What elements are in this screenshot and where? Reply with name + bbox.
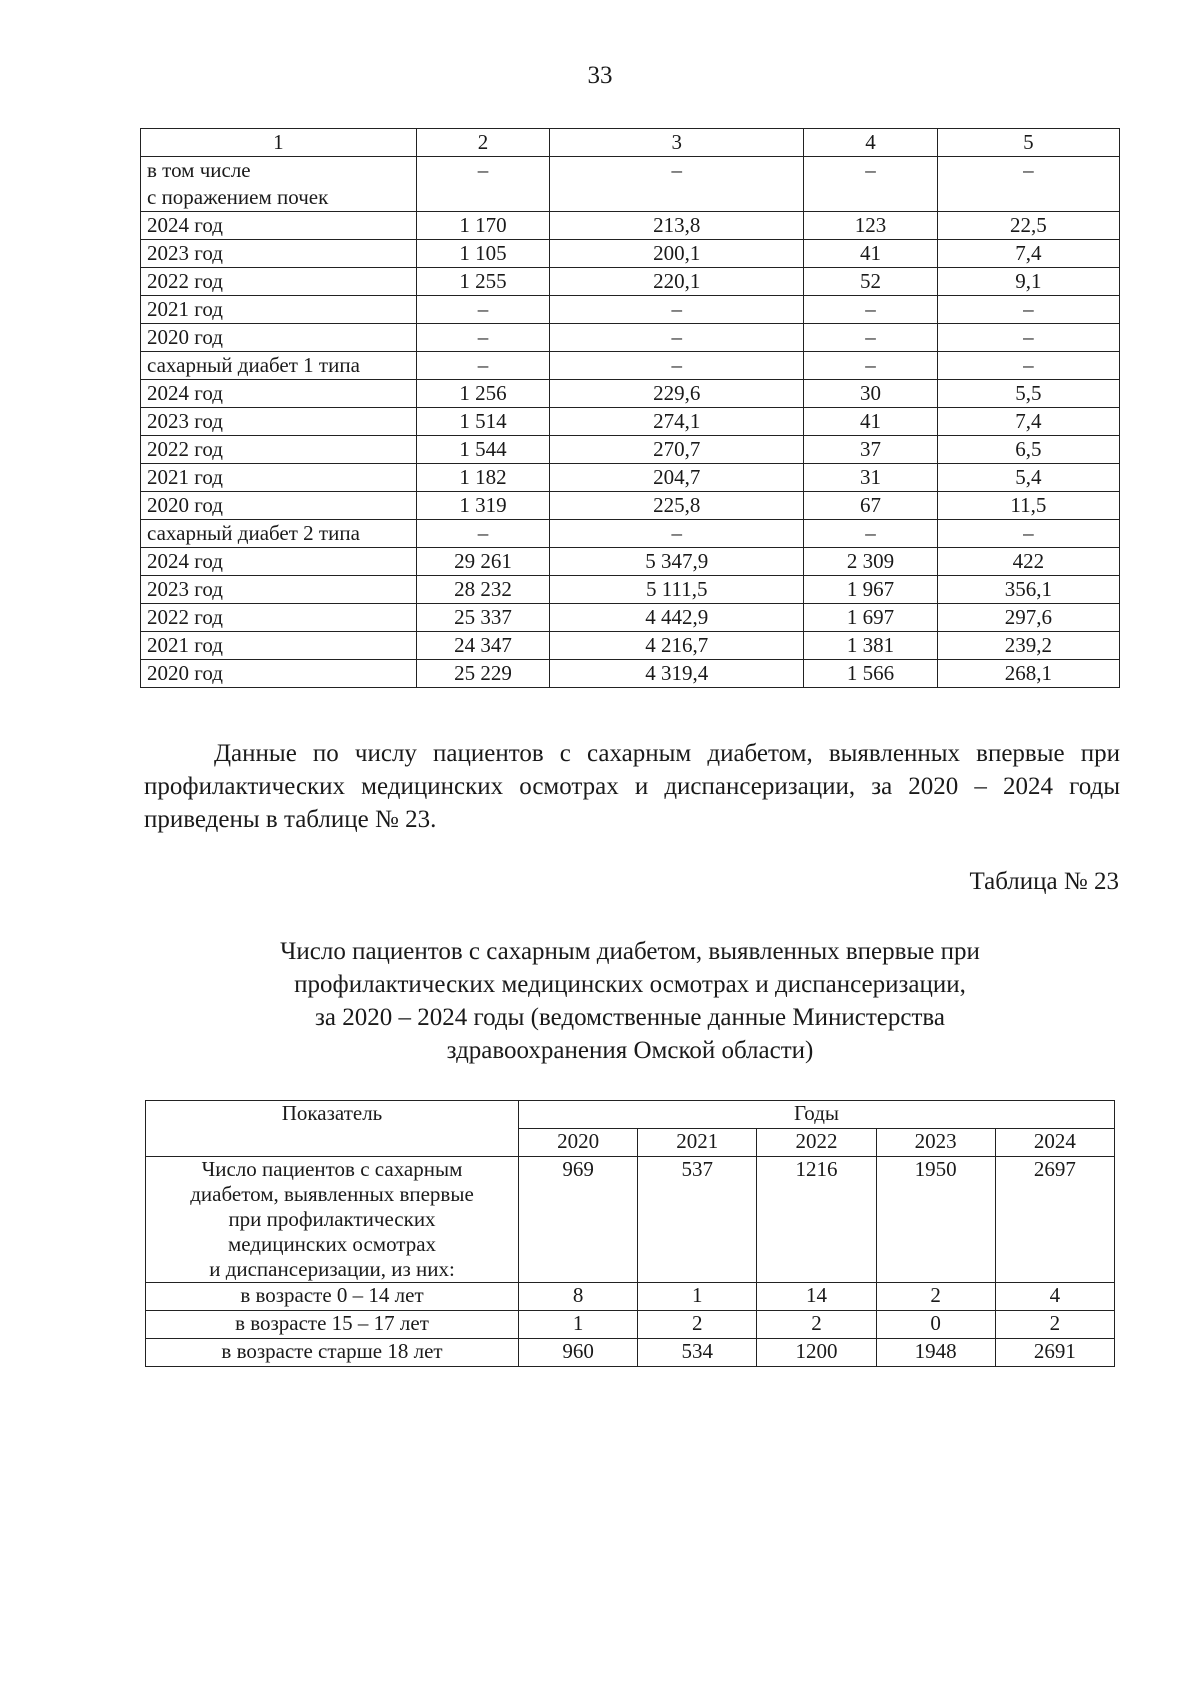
column-header: 1 (141, 129, 417, 157)
value-cell: 1 (519, 1311, 638, 1339)
value-cell: 225,8 (550, 492, 804, 520)
value-cell: 2691 (995, 1339, 1114, 1367)
label-line: в том числе (147, 158, 251, 182)
value-cell: 2 309 (804, 548, 938, 576)
row-label (141, 464, 417, 492)
value-cell: – (550, 324, 804, 352)
value-cell: 537 (638, 1157, 757, 1283)
value-cell: 200,1 (550, 240, 804, 268)
table-row (141, 408, 1120, 436)
row-label (141, 548, 417, 576)
value-cell: – (550, 520, 804, 548)
value-cell: – (804, 324, 938, 352)
value-cell: 2 (757, 1311, 876, 1339)
value-cell: 37 (804, 436, 938, 464)
label-line: 2024 год (147, 381, 223, 405)
label-line: 2024 год (147, 213, 223, 237)
label-line: и диспансеризации, из них: (209, 1257, 455, 1281)
value-cell: 1950 (876, 1157, 995, 1283)
value-cell: 28 232 (416, 576, 550, 604)
label-line: медицинских осмотрах (227, 1232, 437, 1256)
label-line: с поражением почек (147, 185, 329, 209)
value-cell: 1 544 (416, 436, 550, 464)
row-label (141, 436, 417, 464)
row-label (141, 492, 417, 520)
table-row (141, 324, 1120, 352)
value-cell: 67 (804, 492, 938, 520)
table-row (146, 1339, 1115, 1367)
value-cell: 2 (876, 1283, 995, 1311)
row-label (141, 632, 417, 660)
table-header-row (141, 129, 1120, 157)
table-row (141, 604, 1120, 632)
value-cell: 1948 (876, 1339, 995, 1367)
value-cell: 229,6 (550, 380, 804, 408)
table-continuation (140, 128, 1120, 688)
row-label (141, 268, 417, 296)
value-cell: 5 347,9 (550, 548, 804, 576)
value-cell: 24 347 (416, 632, 550, 660)
row-label (141, 352, 417, 380)
indicator-label (146, 1157, 519, 1283)
year-cell: 2021 (638, 1129, 757, 1157)
column-header: 3 (550, 129, 804, 157)
indicator-header: Показатель (146, 1101, 519, 1157)
value-cell: 969 (519, 1157, 638, 1283)
value-cell: – (804, 157, 938, 212)
row-label (141, 408, 417, 436)
value-cell: – (937, 324, 1119, 352)
label-line: сахарный диабет 1 типа (147, 353, 360, 377)
value-cell: 8 (519, 1283, 638, 1311)
row-label (141, 157, 417, 212)
table-23 (145, 1100, 1115, 1367)
value-cell: – (416, 520, 550, 548)
value-cell: – (937, 296, 1119, 324)
table-title-line: Число пациентов с сахарным диабетом, выявленных впервые при (280, 938, 980, 965)
value-cell: – (804, 352, 938, 380)
table-row (141, 492, 1120, 520)
table-row (141, 436, 1120, 464)
value-cell: – (416, 324, 550, 352)
value-cell: 0 (876, 1311, 995, 1339)
column-header: 4 (804, 129, 938, 157)
row-label (141, 240, 417, 268)
value-cell: – (550, 352, 804, 380)
value-cell: 11,5 (937, 492, 1119, 520)
year-cell: 2022 (757, 1129, 876, 1157)
value-cell: 1 514 (416, 408, 550, 436)
label-line: 2023 год (147, 409, 223, 433)
row-label (141, 324, 417, 352)
label-line: 2021 год (147, 297, 223, 321)
year-cell: 2024 (995, 1129, 1114, 1157)
table-header-row (146, 1101, 1115, 1129)
value-cell: – (937, 352, 1119, 380)
year-cell: 2020 (519, 1129, 638, 1157)
label-line: 2022 год (147, 437, 223, 461)
value-cell: – (416, 296, 550, 324)
value-cell: 1 170 (416, 212, 550, 240)
value-cell: 1 381 (804, 632, 938, 660)
value-cell: 4 442,9 (550, 604, 804, 632)
label-line: 2024 год (147, 549, 223, 573)
column-header: 2 (416, 129, 550, 157)
table-row (141, 157, 1120, 212)
value-cell: 2697 (995, 1157, 1114, 1283)
value-cell: 1 182 (416, 464, 550, 492)
label-line: 2022 год (147, 605, 223, 629)
value-cell: 1216 (757, 1157, 876, 1283)
value-cell: 422 (937, 548, 1119, 576)
table-row (146, 1157, 1115, 1283)
table-caption: Таблица № 23 (969, 868, 1119, 895)
label-line: Число пациентов с сахарным (201, 1157, 463, 1181)
table-row (141, 576, 1120, 604)
years-header: Годы (519, 1101, 1115, 1129)
value-cell: 213,8 (550, 212, 804, 240)
value-cell: 29 261 (416, 548, 550, 576)
indicator-label: в возрасте старше 18 лет (146, 1339, 519, 1367)
value-cell: – (937, 157, 1119, 212)
value-cell: 5 111,5 (550, 576, 804, 604)
value-cell: 4 (995, 1283, 1114, 1311)
value-cell: 30 (804, 380, 938, 408)
value-cell: 356,1 (937, 576, 1119, 604)
row-label (141, 296, 417, 324)
indicator-label: в возрасте 15 – 17 лет (146, 1311, 519, 1339)
label-line: 2021 год (147, 465, 223, 489)
value-cell: 41 (804, 408, 938, 436)
label-line: 2023 год (147, 241, 223, 265)
row-label (141, 520, 417, 548)
value-cell: 25 337 (416, 604, 550, 632)
value-cell: – (804, 520, 938, 548)
table-row (141, 212, 1120, 240)
value-cell: 14 (757, 1283, 876, 1311)
value-cell: 1 256 (416, 380, 550, 408)
value-cell: 1 967 (804, 576, 938, 604)
value-cell: 123 (804, 212, 938, 240)
year-cell: 2023 (876, 1129, 995, 1157)
value-cell: 4 319,4 (550, 660, 804, 688)
value-cell: 1 255 (416, 268, 550, 296)
table-row (141, 464, 1120, 492)
row-label (141, 660, 417, 688)
value-cell: – (416, 157, 550, 212)
value-cell: 960 (519, 1339, 638, 1367)
table-row (146, 1311, 1115, 1339)
value-cell: 9,1 (937, 268, 1119, 296)
value-cell: 6,5 (937, 436, 1119, 464)
page-number: 33 (587, 62, 613, 89)
row-label (141, 604, 417, 632)
value-cell: 7,4 (937, 408, 1119, 436)
value-cell: 22,5 (937, 212, 1119, 240)
value-cell: 204,7 (550, 464, 804, 492)
table-row (141, 296, 1120, 324)
table-row (141, 380, 1120, 408)
table-title-line: профилактических медицинских осмотрах и диспансеризации, (294, 971, 966, 998)
value-cell: 270,7 (550, 436, 804, 464)
value-cell: – (550, 296, 804, 324)
value-cell: 2 (995, 1311, 1114, 1339)
value-cell: 1 105 (416, 240, 550, 268)
value-cell: – (416, 352, 550, 380)
value-cell: 2 (638, 1311, 757, 1339)
value-cell: 5,5 (937, 380, 1119, 408)
value-cell: 52 (804, 268, 938, 296)
value-cell: 25 229 (416, 660, 550, 688)
value-cell: 534 (638, 1339, 757, 1367)
table-row (141, 240, 1120, 268)
value-cell: 274,1 (550, 408, 804, 436)
value-cell: 1 (638, 1283, 757, 1311)
row-label (141, 212, 417, 240)
value-cell: – (937, 520, 1119, 548)
value-cell: 1 319 (416, 492, 550, 520)
row-label (141, 576, 417, 604)
label-line: сахарный диабет 2 типа (147, 521, 360, 545)
table-row (141, 548, 1120, 576)
value-cell: – (550, 157, 804, 212)
value-cell: 5,4 (937, 464, 1119, 492)
table-title-line: здравоохранения Омской области) (446, 1037, 814, 1064)
table-row (141, 660, 1120, 688)
label-line: при профилактических (228, 1207, 436, 1231)
value-cell: 1200 (757, 1339, 876, 1367)
value-cell: 4 216,7 (550, 632, 804, 660)
body-paragraph: Данные по числу пациентов с сахарным диабетом, выявленных впервые при профилактических медицинских осмотрах и диспансеризации, за 2020 – 2024 годы приведены в таблице № 23. (144, 740, 1120, 833)
value-cell: 297,6 (937, 604, 1119, 632)
label-line: 2022 год (147, 269, 223, 293)
table-row (146, 1283, 1115, 1311)
label-line: 2020 год (147, 493, 223, 517)
table-row (141, 352, 1120, 380)
value-cell: 41 (804, 240, 938, 268)
table-row (141, 520, 1120, 548)
value-cell: 1 697 (804, 604, 938, 632)
value-cell: 239,2 (937, 632, 1119, 660)
value-cell: 1 566 (804, 660, 938, 688)
label-line: диабетом, выявленных впервые (190, 1182, 474, 1206)
table-title (140, 935, 1120, 1067)
value-cell: 7,4 (937, 240, 1119, 268)
column-header: 5 (937, 129, 1119, 157)
indicator-label: в возрасте 0 – 14 лет (146, 1283, 519, 1311)
table-row (141, 268, 1120, 296)
table-row (141, 632, 1120, 660)
label-line: 2023 год (147, 577, 223, 601)
value-cell: 268,1 (937, 660, 1119, 688)
value-cell: 220,1 (550, 268, 804, 296)
row-label (141, 380, 417, 408)
value-cell: 31 (804, 464, 938, 492)
label-line: 2021 год (147, 633, 223, 657)
table-title-line: за 2020 – 2024 годы (ведомственные данные Министерства (315, 1004, 945, 1031)
value-cell: – (804, 296, 938, 324)
label-line: 2020 год (147, 325, 223, 349)
label-line: 2020 год (147, 661, 223, 685)
